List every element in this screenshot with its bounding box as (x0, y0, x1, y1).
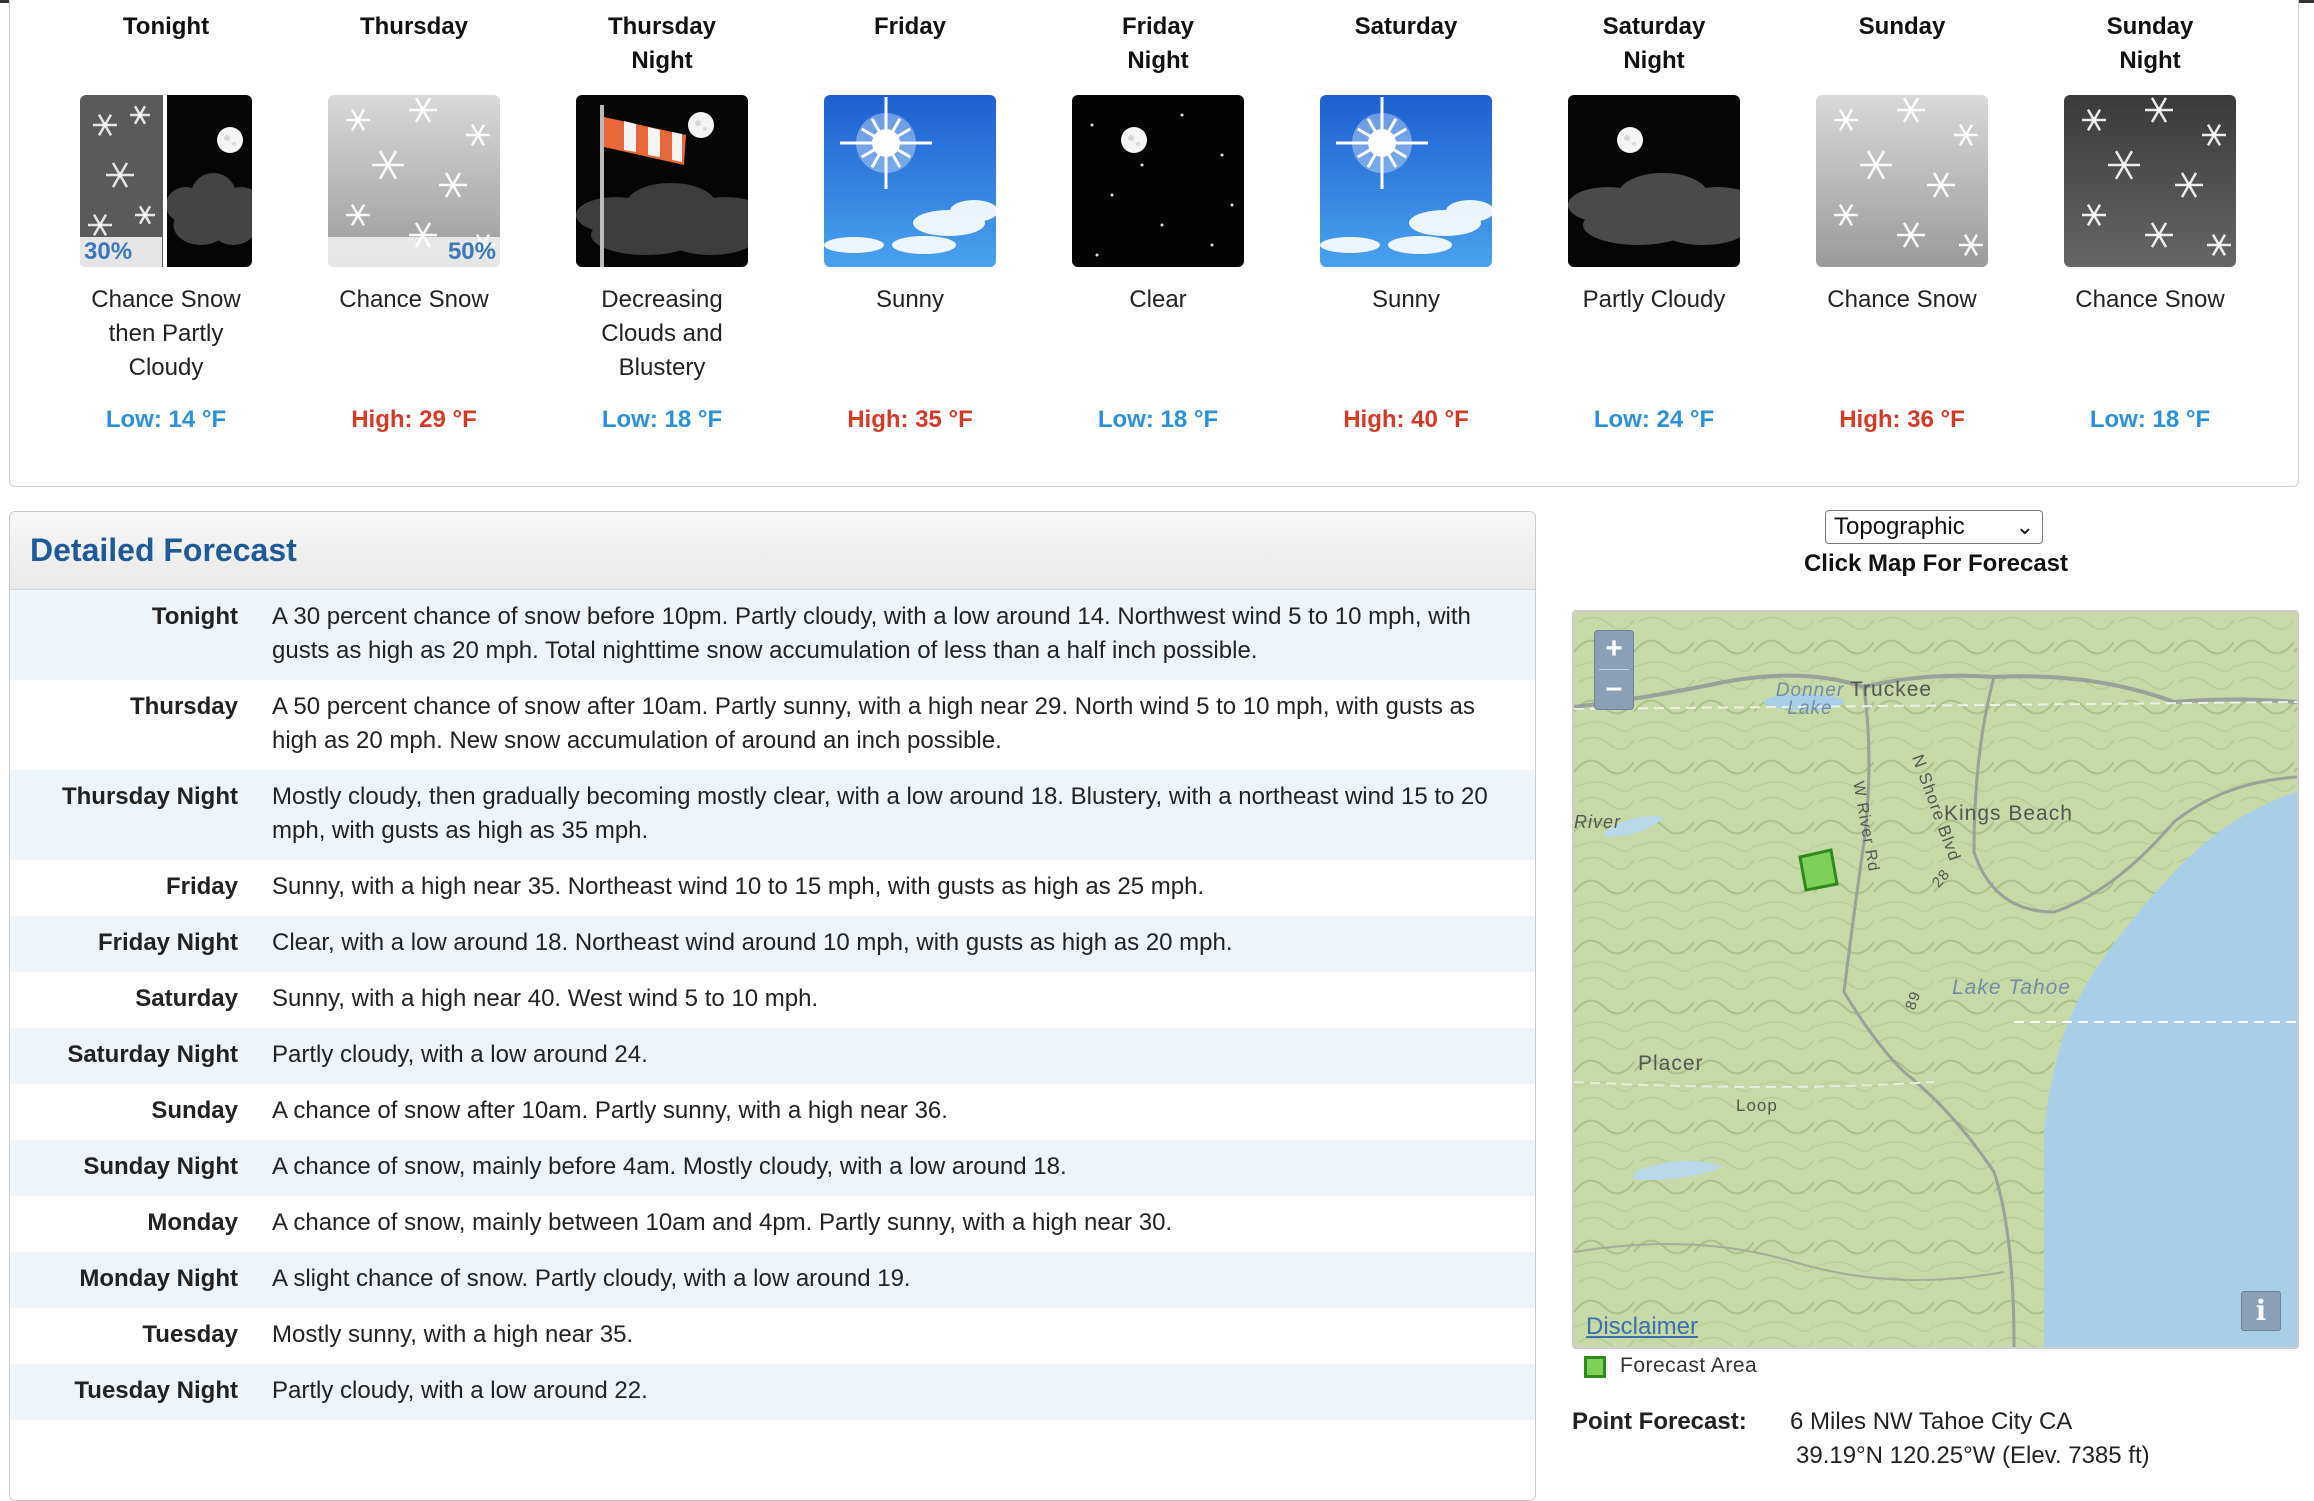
period-icon[interactable] (824, 95, 996, 267)
period-description (1530, 283, 1778, 317)
period-description (2026, 283, 2274, 317)
forecast-row (10, 1364, 1535, 1420)
forecast-row-text (272, 982, 1512, 1016)
point-forecast-location: 6 Miles NW Tahoe City CA (1790, 1408, 2073, 1435)
period-description (1034, 283, 1282, 317)
map-label-donner-lake: Donner Lake (1775, 680, 1845, 719)
map-terrain (1574, 612, 2297, 1347)
period-description (42, 283, 290, 385)
period-name (1282, 10, 1530, 44)
forecast-row-label: Monday (147, 1209, 238, 1236)
forecast-row-label: Sunday Night (83, 1153, 238, 1180)
period-name-line2: Night (631, 47, 693, 74)
forecast-row-label: Tonight (151, 603, 238, 630)
forecast-row (10, 1196, 1535, 1252)
period-icon[interactable] (328, 95, 500, 267)
period-icon[interactable] (2064, 95, 2236, 267)
forecast-row-text (272, 1206, 1512, 1240)
forecast-row-text-line: Partly cloudy, with a low around 24. (272, 1041, 648, 1068)
snow-day-icon (1816, 95, 1988, 267)
forecast-row (10, 1252, 1535, 1308)
map-label-placer: Placer (1638, 1052, 1704, 1075)
forecast-row-text-line: Sunny, with a high near 40. West wind 5 to 10 mph. (272, 985, 819, 1012)
forecast-row-text (272, 1262, 1512, 1296)
forecast-row (10, 916, 1535, 972)
forecast-row-text-line: gusts as high as 20 mph. Total nighttime snow accumulation of less than a half inch possible. (272, 637, 1258, 664)
period-name-line1: Saturday (1354, 13, 1458, 40)
map-info-button[interactable]: i (2241, 1291, 2281, 1331)
forecast-area-swatch (1584, 1356, 1606, 1378)
low-temp: Low: 18 °F (2089, 406, 2211, 433)
period-name (1530, 10, 1778, 78)
high-temp: High: 36 °F (1839, 406, 1965, 433)
forecast-row (10, 590, 1535, 680)
forecast-row-text-line: high as 20 mph. New snow accumulation of around an inch possible. (272, 727, 1002, 754)
forecast-row-label: Friday Night (97, 929, 238, 956)
map-label-kings-beach: Kings Beach (1944, 802, 2073, 825)
period-description (1778, 283, 2026, 317)
forecast-row-text (272, 1150, 1512, 1184)
map-label-hwy-28: 28 (1928, 865, 1954, 892)
detailed-forecast-header (10, 512, 1535, 590)
precip-chance-badge: 50% (328, 237, 500, 267)
period-name-line1: Friday (873, 13, 947, 40)
sunny-icon (824, 95, 996, 267)
period-description-line: Sunny (875, 286, 945, 313)
forecast-row-text-line: A 50 percent chance of snow after 10am. Partly sunny, with a high near 29. North wind 5 to 10 mph, with gusts as (272, 693, 1475, 720)
period-icon[interactable] (1072, 95, 1244, 267)
map-disclaimer-link[interactable]: Disclaimer (1586, 1313, 1699, 1340)
period-name (290, 10, 538, 44)
seven-day-forecast (9, 0, 2299, 487)
period-description-line: then Partly (108, 320, 224, 347)
period-icon[interactable] (1568, 95, 1740, 267)
period-name (42, 10, 290, 44)
map-layer-select-value: Topographic (1834, 513, 1965, 540)
forecast-row-text-line: A chance of snow, mainly before 4am. Mostly cloudy, with a low around 18. (272, 1153, 1067, 1180)
forecast-row-text-line: Mostly sunny, with a high near 35. (272, 1321, 634, 1348)
period-name (786, 10, 1034, 44)
forecast-row (10, 770, 1535, 860)
forecast-row-text (272, 600, 1512, 668)
low-temp: Low: 24 °F (1593, 406, 1715, 433)
period-icon[interactable] (576, 95, 748, 267)
period-name-line1: Thursday (607, 13, 717, 40)
map-layer-select[interactable] (1825, 510, 2043, 544)
period-icon[interactable] (80, 95, 252, 267)
forecast-row-label: Tuesday (142, 1321, 238, 1348)
period-icon[interactable] (1816, 95, 1988, 267)
forecast-row-label: Tuesday Night (74, 1377, 238, 1404)
forecast-row-label: Thursday (129, 693, 238, 720)
map-zoom-control (1594, 630, 1634, 710)
forecast-row-text-line: A 30 percent chance of snow before 10pm. Partly cloudy, with a low around 14. Northwest wind 5 to 10 mph, with (272, 603, 1471, 630)
period-description-line: Clear (1129, 286, 1187, 313)
forecast-area-polygon (1800, 850, 1837, 890)
forecast-row (10, 972, 1535, 1028)
forecast-row-text-line: Clear, with a low around 18. Northeast wind around 10 mph, with gusts as high as 20 mph. (272, 929, 1233, 956)
map-label-n-shore-blvd: N Shore Blvd (1908, 752, 1965, 864)
period-name (1034, 10, 1282, 78)
partly-cloudy-night-icon (1568, 95, 1740, 267)
point-forecast-label: Point Forecast: (1572, 1408, 1747, 1435)
period-icon[interactable] (1320, 95, 1492, 267)
period-name-line1: Sunday (2106, 13, 2194, 40)
period-description-line: Clouds and (601, 320, 723, 347)
map-label-w-river-rd: W River Rd (1849, 780, 1882, 874)
detailed-forecast-title: Detailed Forecast (30, 532, 297, 568)
sunny-icon (1320, 95, 1492, 267)
period-description-line: Blustery (618, 354, 706, 381)
forecast-row-text-line: A slight chance of snow. Partly cloudy, with a low around 19. (272, 1265, 911, 1292)
forecast-row-text (272, 1038, 1512, 1072)
forecast-row-label: Thursday Night (61, 783, 238, 810)
forecast-row-text (272, 690, 1512, 758)
map-label-truckee: Truckee (1850, 678, 1933, 701)
low-temp: Low: 14 °F (105, 406, 227, 433)
forecast-row-text-line: Sunny, with a high near 35. Northeast wind 10 to 15 mph, with gusts as high as 25 mph. (272, 873, 1205, 900)
period-name-line1: Sunday (1858, 13, 1946, 40)
windy-cloudy-night-icon (576, 95, 748, 267)
forecast-row-label: Monday Night (79, 1265, 238, 1292)
forecast-row-text (272, 780, 1512, 848)
zoom-in-button[interactable]: + (1605, 632, 1623, 665)
period-description-line: Chance Snow (2075, 286, 2225, 313)
snow-night-icon (2064, 95, 2236, 267)
high-temp: High: 35 °F (847, 406, 973, 433)
period-description-line: Cloudy (128, 354, 204, 381)
period-description (786, 283, 1034, 317)
period-name (538, 10, 786, 78)
forecast-row-text-line: mph, with gusts as high as 35 mph. (272, 817, 649, 844)
legend-label: Forecast Area (1620, 1354, 1758, 1377)
forecast-row-text-line: Partly cloudy, with a low around 22. (272, 1377, 648, 1404)
forecast-row-text (272, 926, 1512, 960)
forecast-row-label: Saturday Night (67, 1041, 238, 1068)
forecast-row-text-line: A chance of snow, mainly between 10am and 4pm. Partly sunny, with a high near 30. (272, 1209, 1173, 1236)
chevron-down-icon: ⌄ (2015, 514, 2034, 539)
map-label-river: River (1574, 812, 1622, 832)
period-name (2026, 10, 2274, 78)
forecast-row-text (272, 1374, 1512, 1408)
forecast-row-text (272, 870, 1512, 904)
period-name (1778, 10, 2026, 44)
period-name-line1: Tonight (122, 13, 210, 40)
period-description (290, 283, 538, 317)
forecast-row (10, 1140, 1535, 1196)
precip-chance-badge: 30% (80, 237, 162, 267)
map-label-hwy-89: 89 (1902, 988, 1925, 1013)
period-description (1282, 283, 1530, 317)
period-name-line1: Thursday (359, 13, 469, 40)
map-label-lake-tahoe: Lake Tahoe (1952, 976, 2071, 999)
forecast-row-text (272, 1094, 1512, 1128)
low-temp: Low: 18 °F (601, 406, 723, 433)
forecast-row (10, 1084, 1535, 1140)
map-label-loop: Loop (1736, 1096, 1778, 1115)
forecast-row (10, 860, 1535, 916)
map-caption: Click Map For Forecast (1803, 550, 2069, 577)
forecast-row-label: Sunday (151, 1097, 238, 1124)
period-name-line2: Night (1623, 47, 1685, 74)
high-temp: High: 29 °F (351, 406, 477, 433)
low-temp: Low: 18 °F (1097, 406, 1219, 433)
period-description-line: Chance Snow (91, 286, 241, 313)
forecast-row (10, 680, 1535, 770)
period-description-line: Sunny (1371, 286, 1441, 313)
detailed-forecast-panel (9, 511, 1536, 1501)
period-name-line2: Night (2119, 47, 2181, 74)
forecast-row-label: Saturday (135, 985, 238, 1012)
period-description (538, 283, 786, 385)
period-name-line2: Night (1127, 47, 1189, 74)
point-forecast-coords: 39.19°N 120.25°W (Elev. 7385 ft) (1796, 1442, 2150, 1469)
forecast-row (10, 1308, 1535, 1364)
period-description-line: Decreasing (601, 286, 723, 313)
high-temp: High: 40 °F (1343, 406, 1469, 433)
period-name-line1: Saturday (1602, 13, 1706, 40)
zoom-out-button[interactable]: – (1605, 671, 1623, 704)
forecast-row-text (272, 1318, 1512, 1352)
forecast-row-text-line: A chance of snow after 10am. Partly sunny, with a high near 36. (272, 1097, 948, 1124)
forecast-map[interactable] (1572, 610, 2299, 1349)
forecast-row-label: Friday (165, 873, 238, 900)
period-description-line: Chance Snow (1827, 286, 1977, 313)
forecast-row-text-line: Mostly cloudy, then gradually becoming mostly clear, with a low around 18. Blustery, with a northeast wind 15 to 20 (272, 783, 1488, 810)
period-name-line1: Friday (1121, 13, 1195, 40)
period-description-line: Chance Snow (339, 286, 489, 313)
clear-night-icon (1072, 95, 1244, 267)
period-description-line: Partly Cloudy (1582, 286, 1726, 313)
forecast-row (10, 1028, 1535, 1084)
